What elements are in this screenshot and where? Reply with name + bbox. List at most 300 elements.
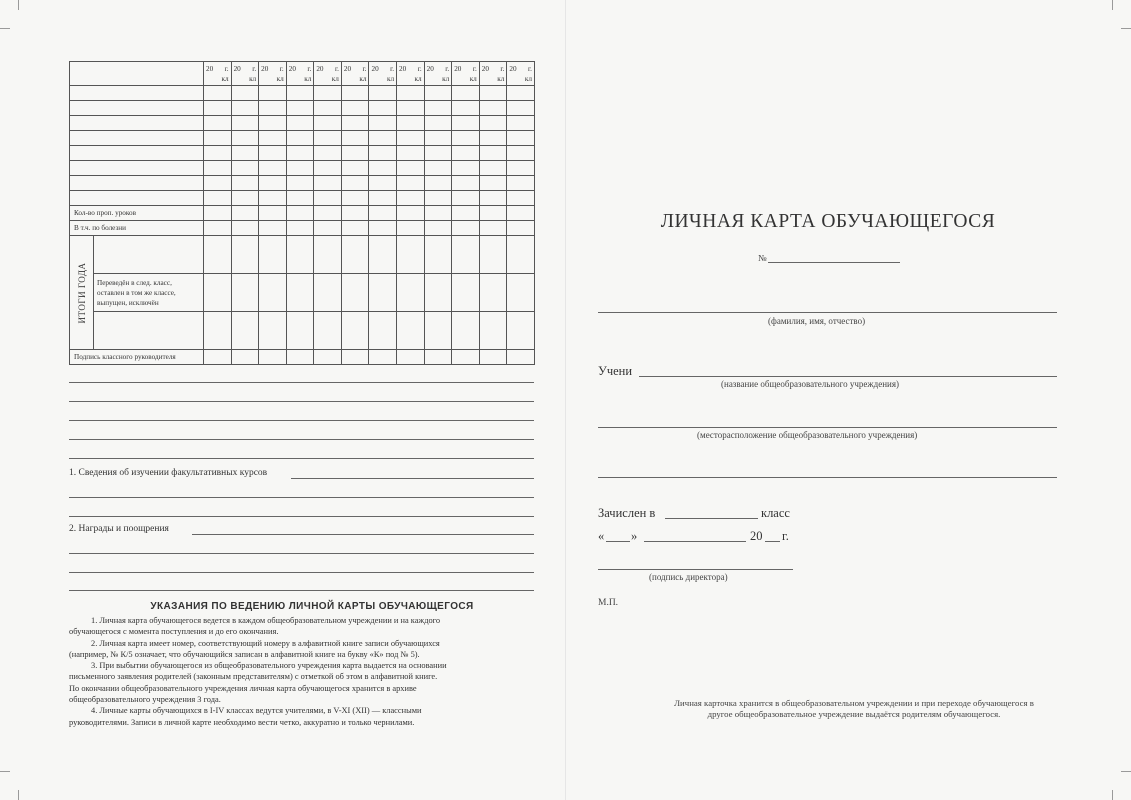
subject-cell[interactable] — [70, 101, 204, 116]
transfer-status-line: оставлен в том же классе, — [97, 288, 176, 297]
table-cell[interactable] — [314, 146, 342, 161]
instruction-1b: обучающегося с момента поступления и до его окончания. — [69, 627, 279, 637]
table-cell[interactable] — [369, 221, 397, 236]
footer-line-1: Личная карточка хранится в общеобразовательном учреждении и при переходе обучающегося в — [674, 698, 1034, 708]
year-suffix: г. — [445, 64, 450, 73]
subject-cell[interactable] — [70, 86, 204, 101]
year-prefix: 20 — [206, 64, 214, 73]
right-page — [566, 0, 1131, 800]
class-suffix: кл — [386, 74, 395, 83]
table-cell[interactable] — [204, 274, 232, 312]
transfer-status-cell — [94, 312, 204, 350]
table-corner-cell — [70, 62, 204, 86]
table-cell[interactable] — [397, 131, 425, 146]
table-cell[interactable] — [479, 161, 507, 176]
instruction-3d: общеобразовательного учреждения 3 года. — [69, 695, 221, 705]
year-prefix: 20 — [481, 64, 489, 73]
instructions-title: УКАЗАНИЯ ПО ВЕДЕНИЮ ЛИЧНОЙ КАРТЫ ОБУЧАЮЩЕГОСЯ — [150, 601, 474, 612]
year-results-cell — [70, 236, 94, 350]
enrolled-label: Зачислен в — [598, 506, 656, 520]
table-row — [70, 350, 535, 365]
table-cell[interactable] — [507, 161, 535, 176]
table-cell[interactable] — [507, 206, 535, 221]
subject-cell[interactable] — [70, 176, 204, 191]
class-suffix: кл — [442, 74, 450, 83]
table-cell[interactable] — [479, 206, 507, 221]
table-cell[interactable] — [479, 86, 507, 101]
table-cell[interactable] — [314, 221, 342, 236]
table-cell[interactable] — [397, 191, 425, 206]
table-cell[interactable] — [204, 312, 232, 350]
table-cell[interactable] — [369, 191, 397, 206]
awards-label: 2. Награды и поощрения — [69, 524, 169, 534]
date-year-suffix: г. — [782, 529, 789, 543]
table-cell[interactable] — [286, 350, 314, 365]
table-cell[interactable] — [231, 350, 259, 365]
table-cell[interactable] — [204, 101, 232, 116]
table-cell[interactable] — [204, 161, 232, 176]
blank-line[interactable] — [69, 382, 534, 383]
year-column-header — [314, 62, 342, 86]
director-signature-line[interactable] — [598, 569, 793, 570]
table-cell[interactable] — [479, 176, 507, 191]
table-row — [70, 312, 535, 350]
transfer-status-cell — [94, 236, 204, 274]
subject-cell[interactable] — [70, 116, 204, 131]
table-cell[interactable] — [507, 274, 535, 312]
table-cell[interactable] — [369, 350, 397, 365]
subject-cell[interactable] — [70, 131, 204, 146]
table-cell[interactable] — [369, 236, 397, 274]
table-cell[interactable] — [452, 274, 480, 312]
table-cell[interactable] — [397, 116, 425, 131]
table-cell[interactable] — [286, 221, 314, 236]
table-cell[interactable] — [479, 312, 507, 350]
table-cell[interactable] — [286, 146, 314, 161]
table-cell[interactable] — [259, 161, 287, 176]
table-cell[interactable] — [341, 116, 369, 131]
table-cell[interactable] — [259, 221, 287, 236]
table-cell[interactable] — [507, 116, 535, 131]
year-column-header — [479, 62, 507, 86]
full-name-caption: (фамилия, имя, отчество) — [768, 316, 866, 326]
table-cell[interactable] — [231, 176, 259, 191]
table-cell[interactable] — [369, 101, 397, 116]
table-cell[interactable] — [397, 312, 425, 350]
transfer-status-line: Переведён в след. класс, — [97, 278, 172, 287]
table-cell[interactable] — [479, 221, 507, 236]
illness-label: В т.ч. по болезни — [70, 221, 204, 236]
table-cell[interactable] — [397, 236, 425, 274]
table-cell[interactable] — [286, 161, 314, 176]
table-cell[interactable] — [286, 86, 314, 101]
date-day-line[interactable] — [606, 541, 630, 542]
year-prefix: 20 — [343, 64, 352, 73]
table-cell[interactable] — [507, 176, 535, 191]
table-cell[interactable] — [259, 274, 287, 312]
table-cell[interactable] — [424, 206, 452, 221]
table-cell[interactable] — [314, 274, 342, 312]
table-cell[interactable] — [424, 176, 452, 191]
class-suffix: кл — [524, 74, 532, 83]
table-cell[interactable] — [479, 146, 507, 161]
table-cell[interactable] — [341, 274, 369, 312]
missed-lessons-label: Кол-во проп. уроков — [70, 206, 204, 221]
year-column-header — [341, 62, 369, 86]
table-cell[interactable] — [259, 206, 287, 221]
institution-line[interactable] — [639, 376, 1057, 377]
table-row — [70, 176, 535, 191]
card-number-label: № — [758, 253, 767, 263]
table-cell[interactable] — [507, 312, 535, 350]
table-cell[interactable] — [314, 86, 342, 101]
year-suffix: г. — [252, 64, 257, 73]
table-cell[interactable] — [424, 221, 452, 236]
year-results-label: ИТОГИ ГОДА — [76, 262, 87, 323]
class-suffix: кл — [249, 74, 257, 83]
table-cell[interactable] — [314, 131, 342, 146]
blank-line[interactable] — [69, 497, 534, 498]
table-cell[interactable] — [397, 206, 425, 221]
table-cell[interactable] — [397, 274, 425, 312]
table-cell[interactable] — [286, 206, 314, 221]
table-cell[interactable] — [452, 131, 480, 146]
table-cell[interactable] — [314, 101, 342, 116]
director-caption: (подпись директора) — [649, 572, 728, 582]
table-cell[interactable] — [204, 131, 232, 146]
class-suffix: кл — [359, 74, 367, 83]
table-cell[interactable] — [286, 312, 314, 350]
table-cell[interactable] — [369, 131, 397, 146]
table-cell[interactable] — [452, 101, 480, 116]
blank-line[interactable] — [69, 401, 534, 402]
table-cell[interactable] — [397, 176, 425, 191]
table-cell[interactable] — [424, 116, 452, 131]
instruction-3b: письменного заявления родителей (законным представителям) с отметкой об этом в алфавитной книге. — [69, 672, 438, 682]
footer-note — [604, 698, 1104, 720]
table-cell[interactable] — [204, 236, 232, 274]
year-prefix: 20 — [261, 64, 269, 73]
blank-line[interactable] — [69, 420, 534, 421]
table-cell[interactable] — [424, 312, 452, 350]
table-row — [70, 86, 535, 101]
table-cell[interactable] — [204, 116, 232, 131]
table-cell[interactable] — [231, 161, 259, 176]
table-row — [70, 221, 535, 236]
table-cell[interactable] — [452, 312, 480, 350]
table-cell[interactable] — [369, 86, 397, 101]
table-cell[interactable] — [231, 236, 259, 274]
table-cell[interactable] — [369, 176, 397, 191]
instruction-2b: (например, № К/5 означает, что обучающийся записан в алфавитной книге на букву «К» под № 5). — [69, 649, 420, 659]
table-cell[interactable] — [452, 116, 480, 131]
class-suffix: кл — [276, 74, 284, 83]
table-cell[interactable] — [341, 236, 369, 274]
blank-line[interactable] — [598, 477, 1057, 478]
table-cell[interactable] — [286, 191, 314, 206]
class-suffix: кл — [497, 74, 505, 83]
table-cell[interactable] — [259, 86, 287, 101]
table-cell[interactable] — [259, 146, 287, 161]
table-cell[interactable] — [204, 191, 232, 206]
table-cell[interactable] — [424, 274, 452, 312]
date-year-prefix: 20 — [750, 529, 763, 543]
table-cell[interactable] — [259, 312, 287, 350]
blank-line[interactable] — [69, 572, 534, 573]
table-cell[interactable] — [204, 146, 232, 161]
table-cell[interactable] — [452, 236, 480, 274]
table-cell[interactable] — [479, 116, 507, 131]
table-cell[interactable] — [507, 191, 535, 206]
table-cell[interactable] — [341, 221, 369, 236]
table-cell[interactable] — [231, 146, 259, 161]
table-cell[interactable] — [286, 101, 314, 116]
table-row — [70, 206, 535, 221]
date-close-quote: » — [631, 529, 638, 543]
table-cell[interactable] — [397, 86, 425, 101]
table-cell[interactable] — [397, 161, 425, 176]
instruction-4a: 4. Личные карты обучающихся в I-IV классах ведутся учителями, в V-XI (XII) — классными — [91, 706, 422, 716]
year-column-header — [259, 62, 287, 86]
transfer-status-cell — [94, 274, 204, 312]
class-suffix: кл — [331, 74, 339, 83]
table-cell[interactable] — [204, 206, 232, 221]
table-cell[interactable] — [341, 161, 369, 176]
table-cell[interactable] — [231, 131, 259, 146]
table-cell[interactable] — [286, 176, 314, 191]
table-cell[interactable] — [204, 221, 232, 236]
table-cell[interactable] — [231, 221, 259, 236]
class-suffix: кл — [469, 74, 477, 83]
year-column-header — [204, 62, 232, 86]
location-caption: (месторасположение общеобразовательного учреждения) — [697, 430, 918, 440]
class-label: класс — [761, 506, 790, 520]
table-cell[interactable] — [452, 191, 480, 206]
electives-line[interactable] — [291, 478, 534, 479]
year-prefix: 20 — [288, 64, 296, 73]
table-cell[interactable] — [314, 312, 342, 350]
year-prefix: 20 — [371, 64, 379, 73]
table-cell[interactable] — [452, 206, 480, 221]
table-cell[interactable] — [452, 350, 480, 365]
instruction-2a: 2. Личная карта имеет номер, соответствующий номеру в алфавитной книге записи обучающихся — [91, 638, 440, 648]
table-cell[interactable] — [424, 101, 452, 116]
table-cell[interactable] — [204, 86, 232, 101]
footer-line-2: другое общеобразовательное учреждение выдаётся родителям обучающегося. — [707, 709, 1001, 719]
table-cell[interactable] — [314, 350, 342, 365]
blank-line[interactable] — [69, 458, 534, 459]
table-cell[interactable] — [452, 86, 480, 101]
table-cell[interactable] — [341, 176, 369, 191]
location-line[interactable] — [598, 427, 1057, 428]
year-prefix: 20 — [316, 64, 324, 73]
table-row — [70, 191, 535, 206]
table-cell[interactable] — [369, 146, 397, 161]
table-cell[interactable] — [369, 312, 397, 350]
enrolled-class-line[interactable] — [665, 518, 758, 519]
subject-cell[interactable] — [70, 161, 204, 176]
table-cell[interactable] — [397, 350, 425, 365]
attendance-table — [69, 61, 534, 367]
table-cell[interactable] — [259, 116, 287, 131]
electives-label: 1. Сведения об изучении факультативных курсов — [69, 468, 268, 478]
table-cell[interactable] — [479, 236, 507, 274]
table-cell[interactable] — [479, 350, 507, 365]
year-column-header — [424, 62, 452, 86]
date-open-quote: « — [598, 529, 605, 543]
table-cell[interactable] — [369, 116, 397, 131]
year-column-header — [369, 62, 397, 86]
table-cell[interactable] — [286, 131, 314, 146]
table-cell[interactable] — [369, 161, 397, 176]
table-cell[interactable] — [452, 221, 480, 236]
instruction-4b: руководителями. Записи в личной карте необходимо вести четко, аккуратно и только чернилами. — [69, 717, 415, 727]
class-suffix: кл — [304, 74, 312, 83]
full-name-line[interactable] — [598, 312, 1057, 313]
year-prefix: 20 — [509, 64, 517, 73]
year-column-header — [452, 62, 480, 86]
table-cell[interactable] — [204, 350, 232, 365]
table-row — [70, 274, 535, 312]
year-suffix: г. — [390, 64, 395, 73]
year-suffix: г. — [362, 64, 367, 73]
table-cell[interactable] — [259, 176, 287, 191]
year-prefix: 20 — [399, 64, 407, 73]
teacher-signature-label: Подпись классного руководителя — [70, 350, 204, 365]
table-cell[interactable] — [314, 116, 342, 131]
table-cell[interactable] — [341, 312, 369, 350]
awards-line[interactable] — [192, 534, 534, 535]
stamp-label: М.П. — [598, 598, 619, 608]
table-cell[interactable] — [424, 191, 452, 206]
year-suffix: г. — [500, 64, 505, 73]
table-cell[interactable] — [397, 221, 425, 236]
subject-cell[interactable] — [70, 191, 204, 206]
table-cell[interactable] — [479, 191, 507, 206]
blank-line[interactable] — [69, 553, 534, 554]
table-cell[interactable] — [286, 274, 314, 312]
table-cell[interactable] — [231, 206, 259, 221]
blank-line[interactable] — [69, 590, 534, 591]
table-cell[interactable] — [452, 176, 480, 191]
transfer-status-line: выпущен, исключён — [97, 298, 159, 307]
year-suffix: г. — [224, 64, 229, 73]
table-cell[interactable] — [231, 116, 259, 131]
table-cell[interactable] — [424, 350, 452, 365]
table-cell[interactable] — [507, 221, 535, 236]
year-prefix: 20 — [454, 64, 462, 73]
table-cell[interactable] — [314, 161, 342, 176]
date-year-line[interactable] — [765, 541, 780, 542]
table-cell[interactable] — [341, 146, 369, 161]
table-cell[interactable] — [204, 176, 232, 191]
table-cell[interactable] — [507, 86, 535, 101]
year-suffix: г. — [417, 64, 422, 73]
table-cell[interactable] — [424, 236, 452, 274]
table-row — [70, 161, 535, 176]
table-cell[interactable] — [424, 146, 452, 161]
table-cell[interactable] — [452, 161, 480, 176]
table-cell[interactable] — [259, 101, 287, 116]
card-number-line[interactable] — [768, 262, 900, 263]
table-cell[interactable] — [314, 176, 342, 191]
subject-cell[interactable] — [70, 146, 204, 161]
table-cell[interactable] — [231, 101, 259, 116]
year-suffix: г. — [472, 64, 477, 73]
table-cell[interactable] — [341, 206, 369, 221]
date-month-line[interactable] — [644, 541, 746, 542]
table-row — [70, 131, 535, 146]
table-cell[interactable] — [479, 131, 507, 146]
table-cell[interactable] — [369, 206, 397, 221]
table-cell[interactable] — [341, 350, 369, 365]
table-cell[interactable] — [479, 101, 507, 116]
table-cell[interactable] — [259, 131, 287, 146]
table-cell[interactable] — [231, 274, 259, 312]
table-cell[interactable] — [314, 236, 342, 274]
instruction-1a: 1. Личная карта обучающегося ведется в каждом общеобразовательном учреждении и на каждого — [91, 616, 441, 625]
table-cell[interactable] — [231, 191, 259, 206]
year-column-header — [507, 62, 535, 86]
institution-caption: (название общеобразовательного учреждения) — [721, 379, 899, 389]
table-cell[interactable] — [507, 131, 535, 146]
table-cell[interactable] — [479, 274, 507, 312]
table-cell[interactable] — [231, 86, 259, 101]
table-cell[interactable] — [369, 274, 397, 312]
table-cell[interactable] — [341, 86, 369, 101]
table-cell[interactable] — [259, 350, 287, 365]
year-suffix: г. — [307, 64, 312, 73]
table-cell[interactable] — [507, 101, 535, 116]
class-suffix: кл — [221, 74, 229, 83]
table-cell[interactable] — [452, 146, 480, 161]
table-cell[interactable] — [397, 101, 425, 116]
year-column-header — [286, 62, 314, 86]
table-cell[interactable] — [314, 191, 342, 206]
table-row — [70, 116, 535, 131]
table-cell[interactable] — [507, 146, 535, 161]
table-cell[interactable] — [341, 191, 369, 206]
table-cell[interactable] — [341, 101, 369, 116]
blank-line[interactable] — [69, 439, 534, 440]
year-column-header — [231, 62, 259, 86]
table-cell[interactable] — [424, 161, 452, 176]
table-cell[interactable] — [507, 236, 535, 274]
year-prefix: 20 — [233, 64, 241, 73]
year-prefix: 20 — [426, 64, 434, 73]
student-label: Учени — [598, 364, 633, 378]
table-cell[interactable] — [259, 236, 287, 274]
table-cell[interactable] — [397, 146, 425, 161]
table-header-row — [70, 62, 535, 86]
year-suffix: г. — [528, 64, 532, 73]
instructions-text — [69, 615, 535, 728]
instruction-3c: По окончании общеобразовательного учреждения личная карта обучающегося хранится в архиве — [69, 683, 417, 693]
table-cell[interactable] — [424, 131, 452, 146]
table-cell[interactable] — [314, 206, 342, 221]
table-cell[interactable] — [286, 116, 314, 131]
year-column-header — [397, 62, 425, 86]
table-cell[interactable] — [507, 350, 535, 365]
table-cell[interactable] — [259, 191, 287, 206]
table-row — [70, 236, 535, 274]
table-cell[interactable] — [341, 131, 369, 146]
table-cell[interactable] — [424, 86, 452, 101]
table-cell[interactable] — [286, 236, 314, 274]
year-suffix: г. — [334, 64, 339, 73]
blank-line[interactable] — [69, 516, 534, 517]
table-cell[interactable] — [231, 312, 259, 350]
